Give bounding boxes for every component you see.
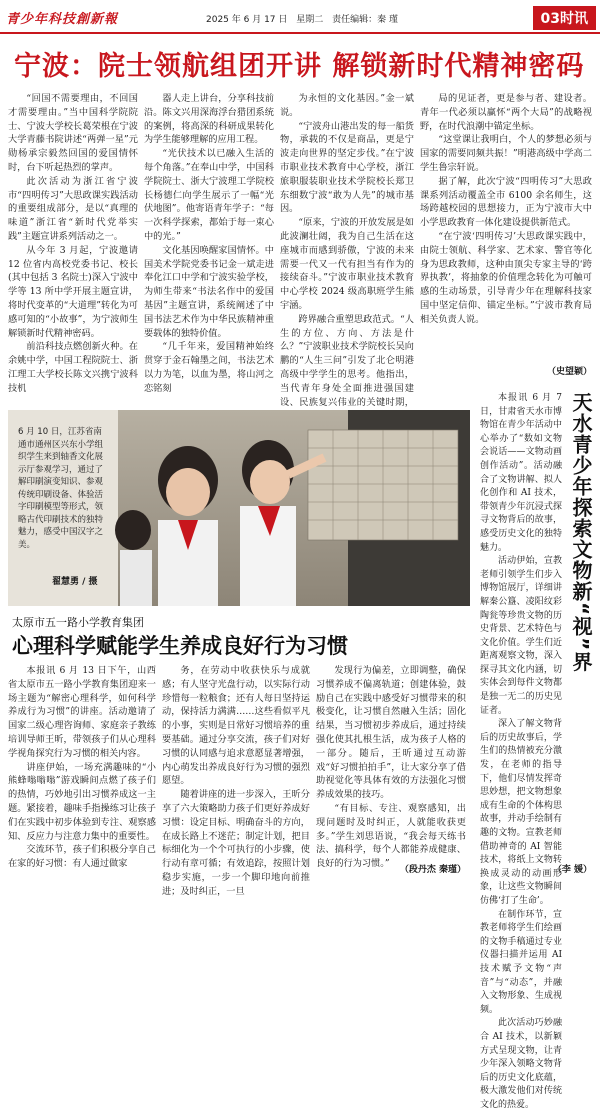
story3-vertical-headline: 天水青少年探索文物新“视”界 xyxy=(569,392,593,673)
paragraph: 务，在劳动中收获快乐与成就感；有人坚守光盘行动，以实际行动珍惜每一粒粮食；还有人每日坚持运动，保持活力满满……这些看似平凡的小事，实则是日常好习惯培养的重要基础。通过分享交流，孩子们对好习惯的认同感与追求意愿显著增强，内心萌发出养成良好行为习惯的强烈愿望。 xyxy=(162,665,310,787)
page-section-tag: 03时讯 xyxy=(533,6,596,30)
paragraph: 为永恒的文化基因。”金一斌说。 xyxy=(280,93,414,118)
paragraph: “原来，宁波的开放发展是如此波澜壮阔，我为自己生活在这座城市而感到骄傲，宁波的未来需要一代又一代有担当有作为的接续奋斗。”宁波市职业技术教育中心学校 2024 级高职班学生熊宇涵。 xyxy=(280,217,414,311)
paragraph: 随着讲座的进一步深入，王昕分享了六大策略助力孩子们更好养成好习惯：设定目标、明确奋斗的方向，在成长路上不迷茫；制定计划，把目标细化为一个个可执行的小步骤，使行动有章可循；有效追踪，按照计划稳步实施，一步一个脚印地向前推进；及时纠正，一旦 xyxy=(162,789,310,897)
story1-column-2 xyxy=(144,92,274,404)
paragraph: 深入了解文物背后的历史故事后，学生们的热情被充分激发，在老师的指导下，他们尽情发挥奇思妙想，把文物想象成有生命的个体构思故事，并动手绘制有趣的文物。宣教老师借助神奇的 AI 智能技术，将纸上文物转换成灵动的动画形象，让这些文物瞬间仿佛‘打了生命’。 xyxy=(480,719,562,906)
story2-column-2 xyxy=(162,664,310,897)
photo-caption: 6 月 10 日，江苏省南通市通州区兴东小学组织学生来到轴香文化展示厅参观学习，通过了解印刷演变知识、参观传统印刷设备、体验活字印刷模型等形式，领略古代印刷技术的独特魅力，感受中国汉字之美。 xyxy=(18,427,104,550)
paragraph: 局的见证者，更是参与者、建设者。青年一代必须以赢怀“两个大局”的战略视野，在时代浪潮中锚定坐标。 xyxy=(420,93,592,132)
lead-headline: 宁波：院士领航组团开讲 解锁新时代精神密码 xyxy=(14,51,585,82)
story2-column-1 xyxy=(8,664,156,878)
story1-byline: （史望颖） xyxy=(546,367,592,377)
paragraph: “回国不需要理由，不回国才需要理由。”当中国科学院院士、宁波大学校长葛荣根在宁波大学青藤书院讲述“两弹一星”元勋杨承宗毅然回国的爱国情怀时，台下听起热烈的掌声。 xyxy=(8,93,138,173)
story3-column xyxy=(480,392,562,1110)
paragraph: 文化基因唤醒家国情怀。中国美术学院党委书记金一斌走进奉化江口中学和宁波实验学校，为师生带来“书法名作中的爱国基因”主题宣讲，系统阐述了中国书法艺术作为中华民族精神重要载体的独特价值。 xyxy=(144,244,274,339)
story1-column-3 xyxy=(280,92,414,408)
paragraph: 此次活动为浙江省宁波市“四明传习”大思政课实践活动的重要组成部分，是以“真理的味道”浙江省“新时代党举实践”主题宣讲系列活动之一。 xyxy=(8,175,138,242)
paragraph: 此次活动巧妙融合 AI 技术，以新颖方式呈现文物，让青少年深入领略文物背后的历史文化底蕴，极大激发他们对传统文化的热爱。 xyxy=(480,1018,562,1110)
paragraph: 讲座伊始，一场充满趣味的“小熊蜂嗡嗡嗡”游戏瞬间点燃了孩子们的热情，巧妙地引出习惯养成这一主题。紧接着，趣味手指操练习让孩子们在实践中初步体验到专注、观察感知、反应力与注意力集中的重要性。 xyxy=(8,761,156,842)
paragraph: “这堂课让我明白，个人的梦想必须与国家的需要同频共振！”明港高级中学高二学生鲁宗轩说。 xyxy=(420,134,592,173)
paragraph: 在制作环节，宣教老师将学生们绘画的文物手稿通过专业仪器扫描并运用 AI 技术赋予文物“声音”与“动态”，并融入文物形象、生成视频。 xyxy=(480,909,562,1015)
paragraph: 据了解，此次宁波“四明传习”大思政课系列活动覆盖全市 6100 余名师生，这场跨越校园的思想接力，正为宁波市大中小学思政教育一体化建设提供新范式。 xyxy=(420,175,592,229)
paragraph: 跨界融合重塑思政范式。“人生的方位、方向、方法是什么？”宁波职业技术学院校长吴向鹏的“人生三问”引发了北仑明港高级中学学生的思考。他指出，当代青年身处全面推进强国建设、民族复兴伟业的关键时期， xyxy=(280,313,414,408)
editor-credit: 责任编辑：秦 瑾 xyxy=(332,15,399,25)
story3-byline: （李 媛） xyxy=(552,865,592,875)
story2-headline: 心理科学赋能学生养成良好行为习惯 xyxy=(12,634,348,658)
paragraph: 本报讯 6 月 13 日下午，山西省太原市五一路小学教育集团迎来一场主题为“解密心理科学，如何科学养成行为习惯”的讲座。活动邀请了国家二级心理咨询师、家庭亲子教练培训导师王昕，带领孩子们从心理科学视角探究行为习惯的相关内容。 xyxy=(8,665,156,759)
paragraph: 发现行为偏差，立即调整，确保习惯养成不偏离轨道；创建体验，鼓励自己在实践中感受好习惯带来的积极变化，让习惯自然融入生活；固化结果，当习惯初步养成后，通过持续强化使其扎根生活，成为孩子人格的一部分。随后，王昕通过互动游戏“好习惯拍拍手”，让大家分享了借助视觉化等具体有效的方法强化习惯养成效果的技巧。 xyxy=(316,665,466,801)
photo-credit: 翟慧勇 / 摄 xyxy=(52,577,98,587)
story2-byline: （段丹杰 秦瑾） xyxy=(399,865,466,875)
paragraph: 前沿科技点燃创新火种。在余姚中学，中国工程院院士、浙江理工大学校长陈文兴携宁波科技机 xyxy=(8,341,138,394)
paragraph: 交流环节，孩子们积极分享自己在家的好习惯：有人通过做家 xyxy=(8,844,156,870)
paragraph: “光伏技术以已融入生活的每个角落。”在奉山中学，中国科学院院士、浙大宁波理工学院校长杨德仁向学生展示了一幅“光伏地图”。他寄语青年学子：“每一次科学探索，都始于每一束心中的光。” xyxy=(144,148,274,242)
story1-column-1 xyxy=(8,92,138,404)
paragraph: “宁波舟山港出发的每一船货物，承载的不仅是商品，更是宁波走向世界的坚定步伐。”在宁波市职业技术教育中心学校，浙江旅职服装职业技术学院校长郑卫东细数宁波“敢为人先”的城市基因。 xyxy=(280,120,414,215)
paragraph: “几千年来，爱国精神始终贯穿于金石翰墨之间，书法艺术以力为笔，以血为墨，将山河之恋铭刻 xyxy=(144,341,274,394)
story2-kicker: 太原市五一路小学教育集团 xyxy=(12,616,144,629)
paragraph: 从今年 3 月起，宁波邀请 12 位省内高校党委书记、校长(其中包括 3 名院士)深入宁波中学等 13 所中学开展主题宣讲，将时代变革的“大道理”转化为可感可知的“小故事”，为宁波师生解锁新时代精神密码。 xyxy=(8,244,138,339)
paragraph: “在宁波‘四明传习’大思政课实践中，由院士领航、科学家、艺术家、警官等化身为思政教师，这种由顶尖专家主导的‘跨界执教’，将抽象的价值理念转化为可触可感的生动场景，引导青少年在理解科技家国中坚定信仰、锚定坐标。”宁波市教育局相关负责人说。 xyxy=(420,230,592,325)
issue-weekday: 星期二 xyxy=(296,15,324,25)
newspaper-brand: 青少年科技創新報 xyxy=(6,12,119,27)
paragraph: 本报讯 6 月 7 日，甘肃省天水市博物馆在青少年活动中心举办了“数如文物会说话——文物动画创作活动”。活动融合了文物讲解、拟人化创作和 AI 技术，带领青少年沉浸式探寻文物背后的故事，感受历史文化的独特魅力。 xyxy=(480,393,562,553)
dateline xyxy=(206,12,404,25)
paragraph: “有目标、专注、观察感知，出现问题时及时纠正，人就能收获更多。”学生刘思语说，“我会每天练书法、搞科学，每个人都能养成健康、良好的行为习惯。” xyxy=(316,802,466,870)
paragraph: 器人走上讲台，分享科技前沿。陈文兴用深海浮台猎团系统的案例，将高深的科研成果转化为学生能够理解的应用工程。 xyxy=(144,93,274,146)
story1-column-4 xyxy=(420,92,592,378)
paragraph: 活动伊始，宣教老师引领学生们步入博物馆展厅，详细讲解秦公簋、凌阳纹彩陶瓮等珍贵文物的历史背景、艺术特色与文化价值。学生们近距离观察文物，深入探寻其文化内涵，切实体会到每件文物都是独一无二的历史见证者。 xyxy=(480,556,562,716)
masthead xyxy=(0,0,600,34)
issue-date: 2025 年 6 月 17 日 xyxy=(206,15,288,25)
